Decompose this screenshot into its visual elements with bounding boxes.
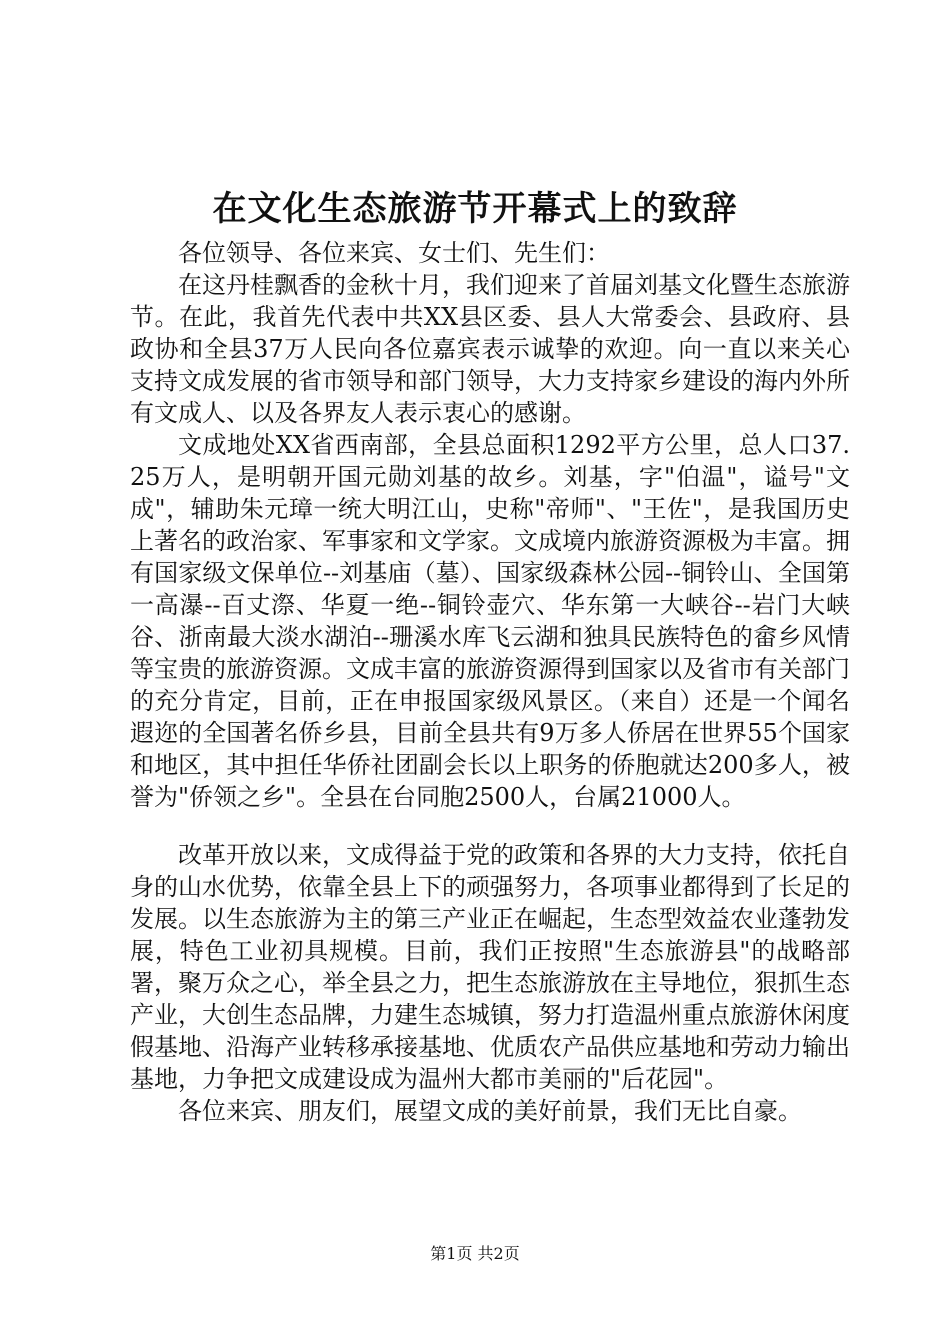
paragraph-closing: 各位来宾、朋友们，展望文成的美好前景，我们无比自豪。 — [178, 1097, 802, 1125]
paragraph-welcome: 在这丹桂飘香的金秋十月，我们迎来了首届刘基文化暨生态旅游节。在此，我首先代表中共XX县区委、县人大常委会、县政府、县政协和全县37万人民向各位嘉宾表示诚挚的欢迎。向一直以来关心支持文成发展的省市领导和部门领导，大力支持家乡建设的海内外所有文成人、以及各界友人表示衷心的感谢。 — [130, 271, 850, 427]
page-number: 第1页 共2页 — [430, 1244, 520, 1263]
paragraph-development: 改革开放以来，文成得益于党的政策和各界的大力支持，依托自身的山水优势，依靠全县上下的顽强努力，各项事业都得到了长足的发展。以生态旅游为主的第三产业正在崛起，生态型效益农业蓬勃发展，特色工业初具规模。目前，我们正按照"生态旅游县"的战略部署，聚万众之心，举全县之力，把生态旅游放在主导地位，狠抓生态产业，大创生态品牌，力建生态城镇，努力打造温州重点旅游休闲度假基地、沿海产业转移承接基地、优质农产品供应基地和劳动力输出基地，力争把文成建设成为温州大都市美丽的"后花园"。 — [130, 841, 850, 1093]
document-title: 在文化生态旅游节开幕式上的致辞 — [212, 189, 738, 229]
paragraph-county-intro: 文成地处XX省西南部，全县总面积1292平方公里，总人口37.25万人，是明朝开国元勋刘基的故乡。刘基，字"伯温"，谥号"文成"，辅助朱元璋一统大明江山，史称"帝师"、"王佐"，是我国历史上著名的政治家、军事家和文学家。文成境内旅游资源极为丰富。拥有国家级文保单位--刘基庙（墓）、国家级森林公园--铜铃山、全国第一高瀑--百丈漈、华夏一绝--铜铃壶穴、华东第一大峡谷--岩门大峡谷、浙南最大淡水湖泊--珊溪水库飞云湖和独具民族特色的畲乡风情等宝贵的旅游资源。文成丰富的旅游资源得到国家以及省市有关部门的充分肯定，目前，正在申报国家级风景区。（来自）还是一个闻名遐迩的全国著名侨乡县，目前全县共有9万多人侨居在世界55个国家和地区，其中担任华侨社团副会长以上职务的侨胞就达200多人，被誉为"侨领之乡"。全县在台同胞2500人，台属21000人。 — [130, 431, 850, 811]
salutation: 各位领导、各位来宾、女士们、先生们： — [178, 239, 610, 267]
paragraph-spacer — [130, 813, 850, 839]
document-body — [130, 237, 850, 1127]
